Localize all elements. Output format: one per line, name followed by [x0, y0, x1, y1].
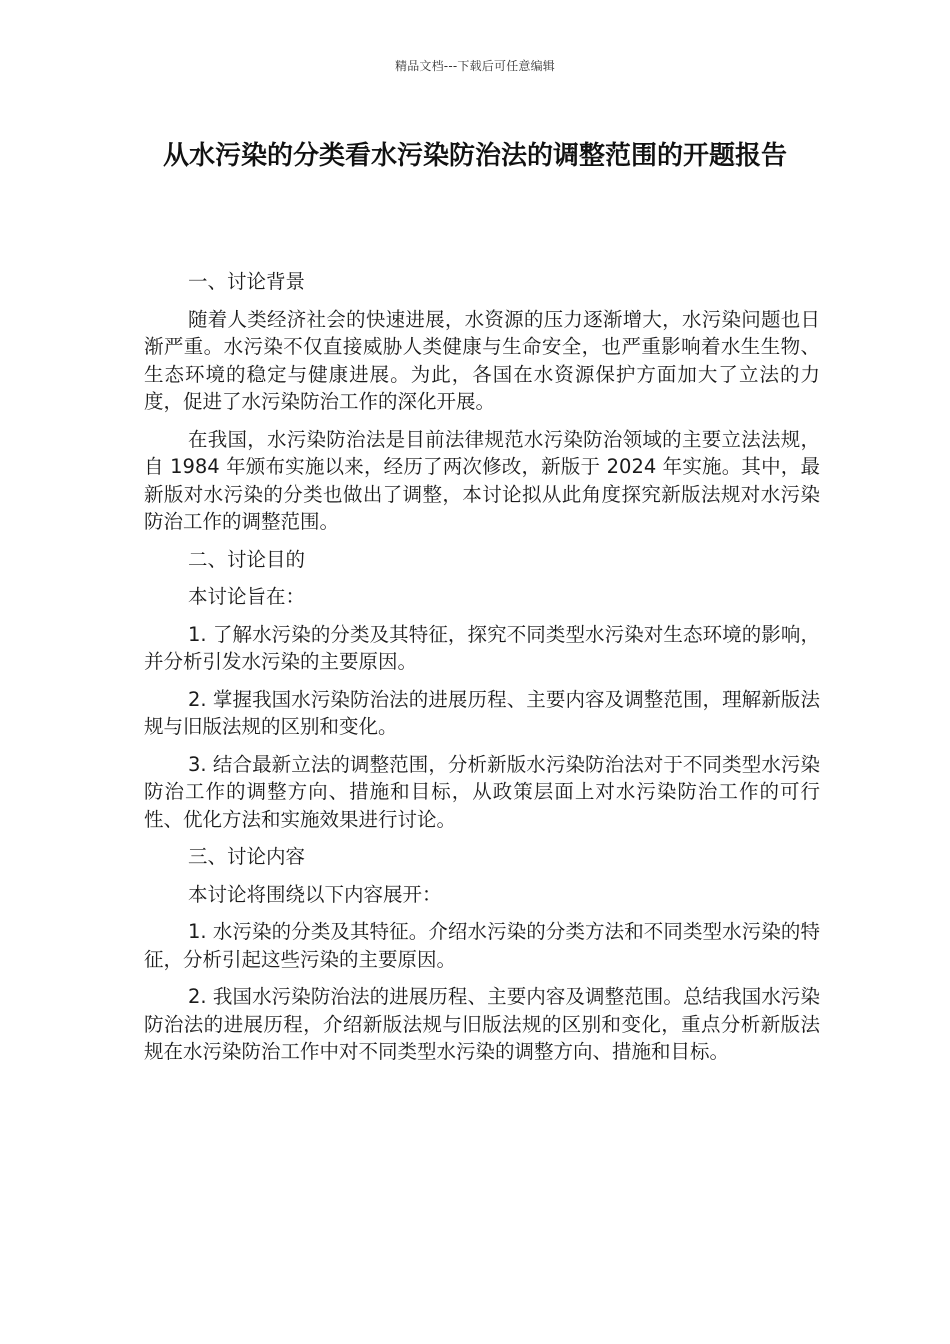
paragraph-purpose-intro: 本讨论旨在： — [188, 585, 306, 608]
list-item-purpose-2: 2. 掌握我国水污染防治法的进展历程、主要内容及调整范围，理解新版法规与旧版法规的区别和变化。 — [144, 687, 820, 738]
section-heading-content: 三、讨论内容 — [188, 845, 306, 868]
list-item-content-2: 2. 我国水污染防治法的进展历程、主要内容及调整范围。总结我国水污染防治法的进展历程，介绍新版法规与旧版法规的区别和变化，重点分析新版法规在水污染防治工作中对不同类型水污染的调整方向、措施和目标。 — [144, 985, 820, 1063]
list-item-purpose-3: 3. 结合最新立法的调整范围，分析新版水污染防治法对于不同类型水污染防治工作的调整方向、措施和目标，从政策层面上对水污染防治工作的可行性、优化方法和实施效果进行讨论。 — [144, 752, 820, 831]
section-heading-background: 一、讨论背景 — [188, 270, 306, 293]
list-item-purpose-1: 1. 了解水污染的分类及其特征，探究不同类型水污染对生态环境的影响，并分析引发水污染的主要原因。 — [144, 622, 820, 673]
paragraph-background-2: 在我国，水污染防治法是目前法律规范水污染防治领域的主要立法法规，自 1984 年颁布实施以来，经历了两次修改，新版于 2024 年实施。其中，最新版对水污染的分类也做出了调整，本讨论拟从此角度探究新版法规对水污染防治工作的调整范围。 — [144, 427, 820, 533]
header-note: 精品文档---下载后可任意编辑 — [395, 59, 555, 73]
paragraph-content-intro: 本讨论将围绕以下内容展开： — [188, 882, 442, 906]
paragraph-background-1: 随着人类经济社会的快速进展，水资源的压力逐渐增大，水污染问题也日渐严重。水污染不仅直接威胁人类健康与生命安全，也严重影响着水生生物、生态环境的稳定与健康进展。为此，各国在水资源保护方面加大了立法的力度，促进了水污染防治工作的深化开展。 — [144, 307, 820, 413]
document-body — [144, 268, 820, 1076]
document-title: 从水污染的分类看水污染防治法的调整范围的开题报告 — [162, 141, 787, 171]
list-item-content-1: 1. 水污染的分类及其特征。介绍水污染的分类方法和不同类型水污染的特征，分析引起这些污染的主要原因。 — [144, 920, 820, 971]
section-heading-purpose: 二、讨论目的 — [188, 547, 306, 571]
